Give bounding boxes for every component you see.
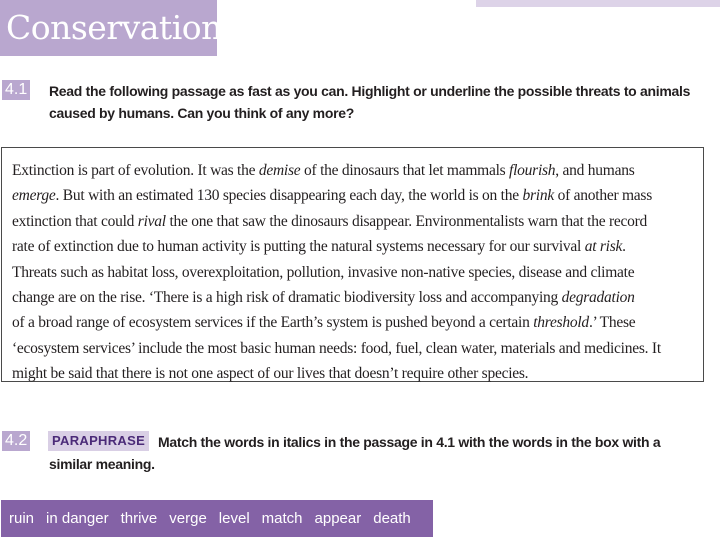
passage-text: .’ These — [588, 314, 636, 332]
italic-word: brink — [522, 187, 554, 205]
passage-line — [12, 183, 700, 208]
italic-word: threshold — [533, 314, 589, 332]
exercise-4-2-instruction-line1 — [158, 431, 660, 453]
passage-line — [12, 260, 700, 285]
passage-text: . But with an estimated 130 species disappearing each day, the world is on the — [55, 187, 523, 205]
reading-passage-box — [1, 147, 704, 382]
word-box-item: thrive — [120, 510, 158, 527]
instruction-line: Read the following passage as fast as you can. Highlight or underline the possible threats to animals — [49, 83, 691, 99]
passage-text: ‘ecosystem services’ include the most basic human needs: food, fuel, clean water, materials and medicines. It — [12, 339, 661, 357]
word-box-item: in danger — [46, 510, 109, 527]
reading-passage — [12, 158, 700, 387]
italic-word: demise — [258, 162, 301, 179]
italic-word: rival — [137, 212, 166, 230]
passage-line — [12, 336, 700, 361]
word-box-item: match — [261, 510, 303, 527]
decorative-bar — [476, 0, 720, 7]
instruction-line: similar meaning. — [49, 456, 155, 472]
italic-word: degradation — [561, 289, 635, 307]
passage-text: change are on the rise. ‘There is a high risk of dramatic biodiversity loss and accompanying — [12, 289, 562, 307]
italic-word: emerge — [12, 187, 56, 205]
passage-text: extinction that could — [12, 212, 138, 230]
exercise-4-2-instruction-line2 — [49, 453, 155, 475]
passage-text: . — [622, 238, 626, 256]
passage-text: of a broad range of ecosystem services if the Earth’s system is pushed beyond a certain — [12, 314, 534, 332]
exercise-number-4-2: 4.2 — [2, 431, 30, 451]
instruction-line: Match the words in italics in the passage in 4.1 with the words in the box with a — [158, 434, 661, 450]
title-banner — [0, 0, 222, 56]
passage-text: of the dinosaurs that let mammals — [300, 162, 510, 179]
word-box-item: ruin — [9, 510, 35, 527]
passage-line — [12, 310, 700, 335]
passage-text: the one that saw the dinosaurs disappear. Environmentalists warn that the record — [165, 212, 648, 230]
word-box-item: level — [218, 510, 250, 527]
exercise-4-1-instruction — [49, 80, 690, 124]
passage-line — [12, 361, 700, 386]
passage-text: of another mass — [553, 187, 652, 205]
word-box-item: verge — [169, 510, 207, 527]
instruction-line: caused by humans. Can you think of any more? — [49, 105, 354, 121]
passage-line — [12, 234, 700, 259]
exercise-number-4-1: 4.1 — [2, 80, 30, 100]
italic-word: flourish — [509, 162, 556, 179]
passage-text: rate of extinction due to human activity is putting the natural systems necessary for our survival — [12, 238, 585, 256]
passage-text: might be said that there is not one aspect of our lives that doesn’t require other species. — [12, 365, 529, 383]
word-box-item: death — [373, 510, 411, 527]
passage-text: Threats such as habitat loss, overexploitation, pollution, invasive non-native species, disease and climate — [12, 263, 635, 281]
word-box-item: appear — [314, 510, 362, 527]
passage-line — [12, 285, 700, 310]
paraphrase-tag: PARAPHRASE — [48, 431, 149, 451]
passage-line — [12, 158, 700, 183]
page-title: Conservation — [6, 8, 222, 47]
passage-line — [12, 209, 700, 234]
word-box — [1, 500, 433, 537]
passage-text: , and humans — [555, 162, 635, 179]
italic-word: at risk — [584, 238, 623, 256]
passage-text: Extinction is part of evolution. It was the — [12, 162, 259, 179]
